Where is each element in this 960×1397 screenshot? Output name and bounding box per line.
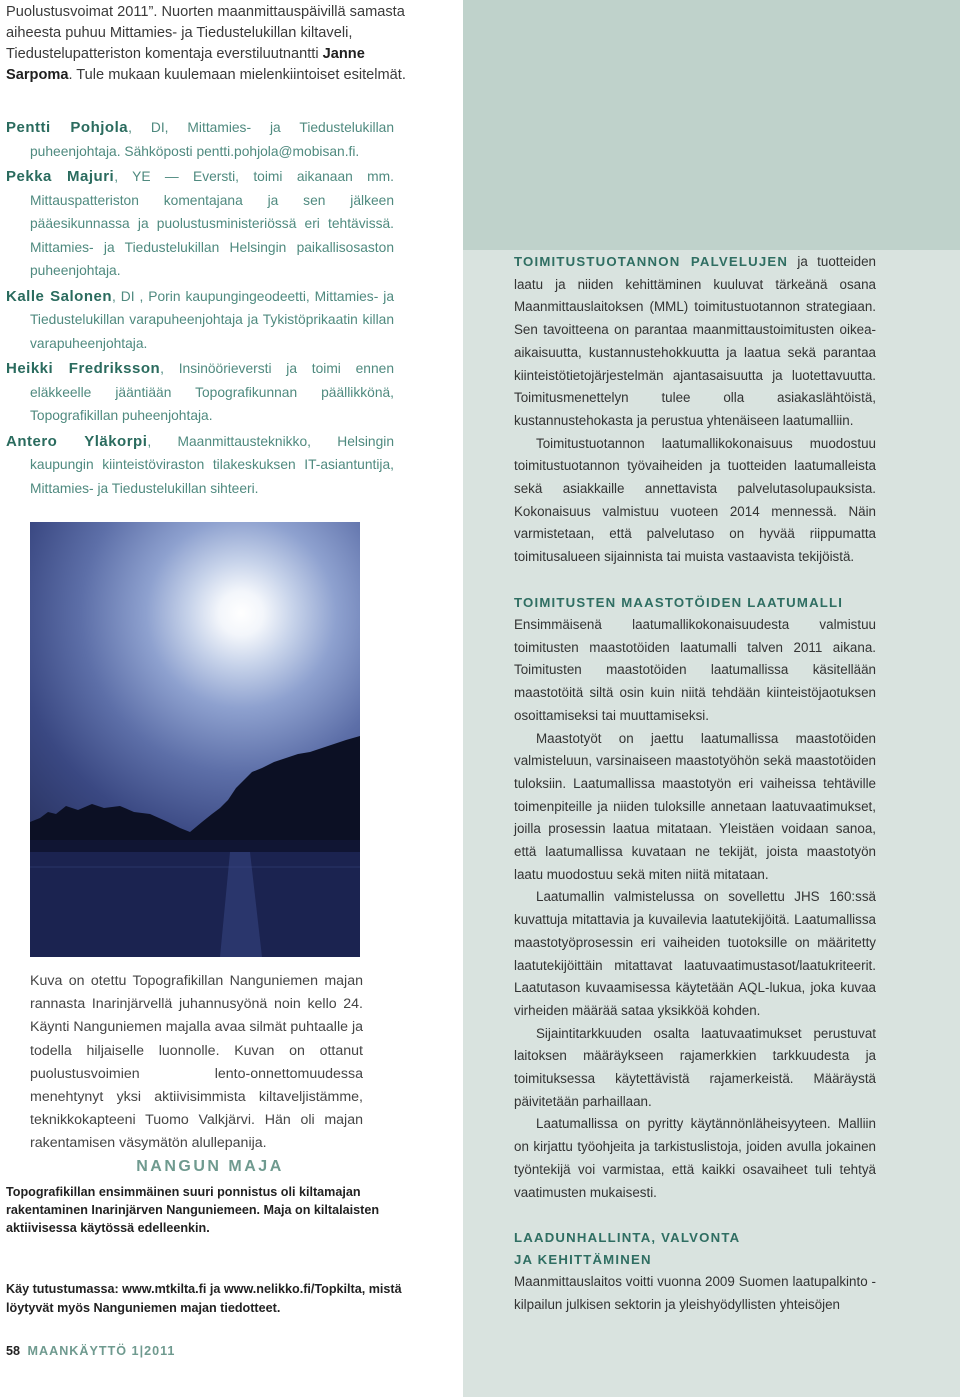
intro-text-end: . Tule mukaan kuulemaan mielenkiintoiset esitelmät. [68,67,406,83]
section-laadunhallinta [514,1227,876,1316]
section-paragraph: Maastotyöt on jaettu laatumallissa maastotöiden valmisteluun, varsinaiseen maastotyöhön sekä maastotöiden tuloksiin. Laatumallissa maastotyön eri vaiheissa tehtäville toimenpiteille ja niiden tuloksille annetaan laatuvaatimukset, joilla prosessin laatua mitataan. Yleistäen voidaan sanoa, että laatumallissa kuvataan ne tekijät, joista maastotyön laatu muodostuu sekä miten niitä mitataan. [514,730,876,882]
lake-photo [30,522,360,957]
speaker-description: , Insinöörieversti ja toimi ennen eläkkeelle jääntiään Topografikunnan päällikkönä, Topografikillan puheenjohtaja. [30,361,394,423]
speaker-name: Kalle Salonen [6,287,112,305]
speaker-description: , Maanmittausteknikko, Helsingin kaupungin kiinteistöviraston tilakeskuksen IT-asiantuntija, Mittamies- ja Tiedustelukillan sihteeri. [30,433,394,496]
speaker-description: , DI, Mittamies- ja Tiedustelukillan puheenjohtaja. Sähköposti pentti.pohjola@mobisan.fi. [30,120,394,159]
section-heading: JA KEHITTÄMINEN [514,1252,652,1267]
paragraph-text: ja tuotteiden laatu ja niiden kehittäminen kuuluvat tärkeänä osana Maanmittauslaitoksen (MML) toimitustuotannon strategiaan. Sen tavoitteena on parantaa maanmittaustoimitusten oikea-aikaisuutta, kustannustehokkuutta ja laatua sekä parantaa kiinteistötietojärjestelmän ajantasaisuutta ja luotettavuutta. Toimitusmenettelyn tulee olla asiakaslähtöistä, kustannustehokasta ja perustua yhtenäiseen laatumalliin. [514,254,876,428]
speaker-name: Heikki Fredriksson [6,360,161,377]
section-maastotoiden-laatumalli [514,592,876,1204]
intro-paragraph [6,2,406,86]
speaker-name: Pekka Majuri [6,168,115,185]
nangun-maja-text: Topografikillan ensimmäinen suuri ponnistus oli kiltamajan rakentaminen Inarinjärven Nanguniemeen. Maja on kiltalaisten aktiivisessa käytössä edelleenkin. [6,1185,380,1235]
section-paragraph: Toimitustuotannon laatumallikokonaisuus muodostuu toimitustuotannon työvaiheiden ja tuotteiden laatumalleista sekä asiakkaille annettavista palvelutasolupauksista. Kokonaisuus valmistuu vuoteen 2014 mennessä. Näin varmistetaan, että palvelutaso on hyvää riippumatta toimitusalueen sijainnista tai muista vastaavista tekijöistä. [514,435,876,565]
section-lead-heading: TOIMITUSTUOTANNON PALVELUJEN [514,254,789,269]
page-number: 58 [6,1344,21,1358]
photo-caption: Kuva on otettu Topografikillan Nanguniemen majan rannasta Inarinjärvellä juhannusyönä noin kello 24. Käynti Nanguniemen majalla avaa silmät puhtaalle ja todella hiljaiselle luonnolle. Kuvan on ottanut puolustusvoimien lento-onnettomuudessa menehtynyt yksi aktiivisimmista kiltaveljistämme, teknikkokapteeni Tuomo Valkjärvi. Hän oli majan rakentamisen väsymätön alullepanija. [30,973,363,1152]
speaker-description: , DI , Porin kaupungingeodeetti, Mittamies- ja Tiedustelukillan varapuheenjohtaja ja Tykistöprikaatin killan varapuheenjohtaja. [30,288,394,351]
section-paragraph: Laatumallin valmistelussa on sovellettu JHS 160:ssä kuvattuja mitattavia ja kuvailevia laatutekijöitä. Laatumallissa maastotyöprosessin eri vaiheiden tuotoksille on määritetty laatutekijöittäin mitattavat laatuvaatimustasot/laatukriteerit. Laatutason kuvaamisessa käytetään AQL-lukua, joka kuvaa virheiden määrää sataa yksikköä kohden. [514,889,876,1018]
speaker-item [6,357,394,428]
section-toimitustuotanto [514,251,876,569]
speaker-item [6,116,394,163]
speaker-item [6,165,394,283]
section-heading: LAADUNHALLINTA, VALVONTA [514,1230,741,1245]
section-heading: TOIMITUSTEN MAASTOTÖIDEN LAATUMALLI [514,595,844,610]
speaker-list [6,116,394,502]
section-paragraph: Laatumallissa on pyritty käytännönläheisyyteen. Malliin on kirjattu työohjeita ja tarkistuslistoja, joiden avulla jokainen työntekijä voi varmistaa, että kaikki osavaiheet tuli tehtyä vaatimusten mukaisesti. [514,1116,876,1200]
section-paragraph [514,251,876,433]
visit-links-text: Käy tutustumassa: www.mtkilta.fi ja www.nelikko.fi/Topkilta, mistä löytyvät myös Nanguniemen majan tiedotteet. [6,1282,402,1315]
speaker-name: Pentti Pohjola [6,119,129,136]
magazine-name: MAANKÄYTTÖ 1|2011 [27,1344,176,1358]
speaker-name: Antero Yläkorpi [6,432,148,450]
section-paragraph: Ensimmäisenä laatumallikokonaisuudesta valmistuu toimitusten maastotöiden laatumalli talven 2011 aikana. Toimitusten maastotöiden laatumallissa käsitellään maastotöitä siltä osin kuin niitä tehdään kiinteistöjaotuksen osoittamiseksi tai muuttamiseksi. [514,617,876,723]
page-footer [6,1344,175,1358]
speaker-item [6,285,394,356]
section-paragraph: Maanmittauslaitos voitti vuonna 2009 Suomen laatupalkinto -kilpailun julkisen sektorin ja yleishyödyllisten yhteisöjen [514,1274,876,1312]
intro-highlight-name: Janne Sarpoma [6,46,365,83]
speaker-item [6,430,394,501]
forest-silhouette [30,522,360,957]
nangun-maja-title: NANGUN MAJA [136,1158,284,1175]
speaker-description: , YE — Eversti, toimi aikanaan mm. Mittauspatteriston komentajana ja sen jälkeen pääesikunnassa ja puolustusministeriössä eri tehtävissä. Mittamies- ja Tiedustelukillan Helsingin paikallisosaston puheenjohtaja. [30,169,394,278]
sidebar-top-band [463,0,960,250]
intro-text: Puolustusvoimat 2011”. Nuorten maanmittauspäivillä samasta aiheesta puhuu Mittamies- ja Tiedustelukillan kiltaveli, Tiedustelupatteriston komentaja everstiluutnantti [6,4,405,62]
section-paragraph: Sijaintitarkkuuden osalta laatuvaatimukset perustuvat laitoksen määräykseen rajamerkkien tarkkuudesta ja toimituksessa käytettävistä rajamerkeistä. Määräystä päivitetään parhaillaan. [514,1025,876,1109]
